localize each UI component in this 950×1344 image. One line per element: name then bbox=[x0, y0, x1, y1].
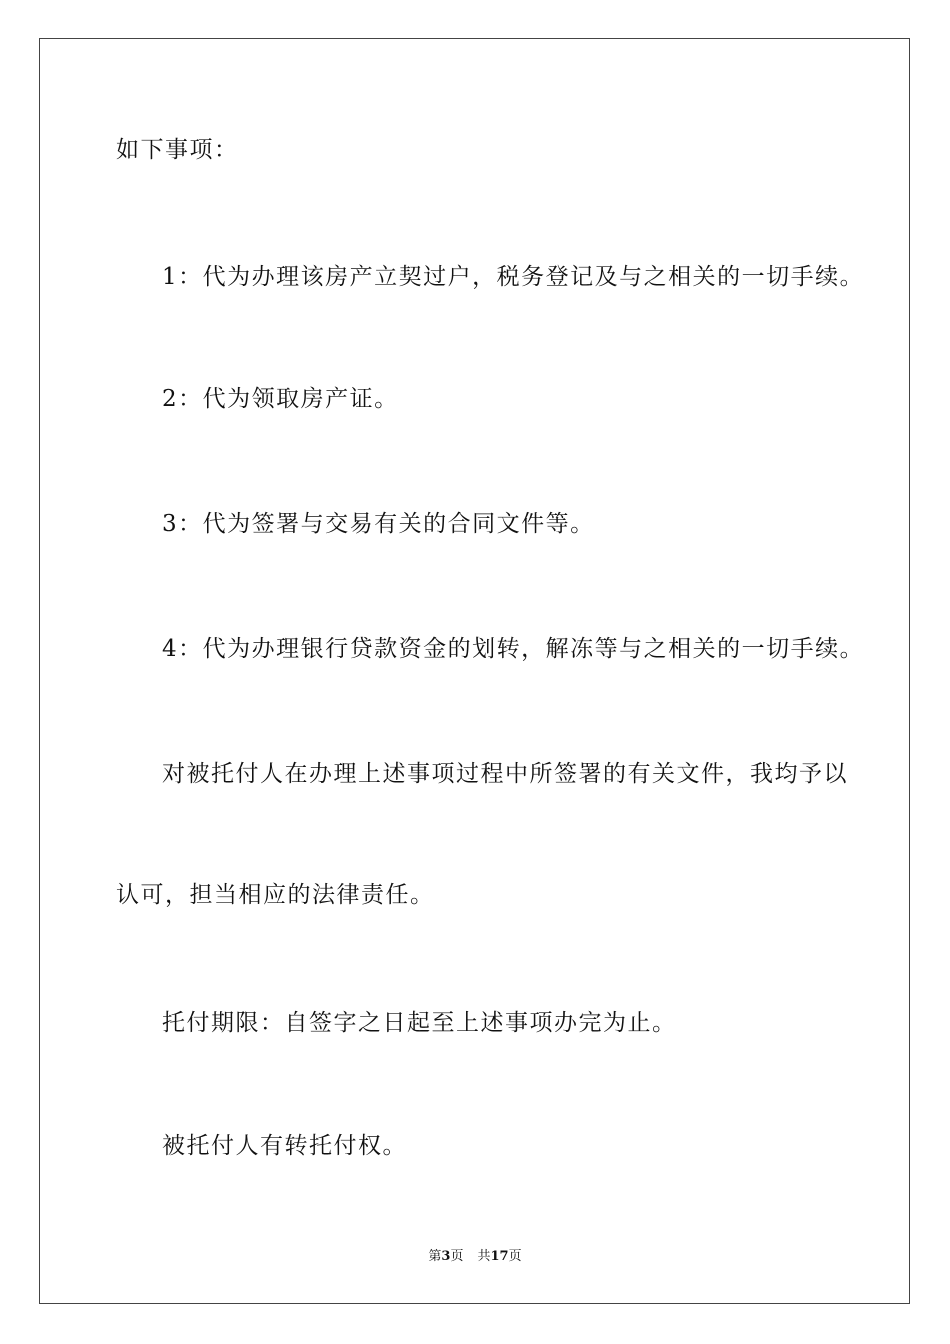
total-suffix: 页 bbox=[508, 1249, 522, 1264]
total-prefix: 共 bbox=[477, 1249, 491, 1264]
total-pages: 17 bbox=[490, 1249, 509, 1264]
page-border bbox=[39, 38, 910, 1304]
page-prefix: 第 bbox=[428, 1249, 442, 1264]
subdelegation-line: 被托付人有转托付权。 bbox=[162, 1133, 407, 1159]
term-line: 托付期限：自签字之日起至上述事项办完为止。 bbox=[162, 1010, 677, 1036]
item-3: 3：代为签署与交易有关的合同文件等。 bbox=[162, 511, 595, 537]
acknowledgement-line-1: 对被托付人在办理上述事项过程中所签署的有关文件，我均予以 bbox=[162, 761, 848, 787]
page-suffix: 页 bbox=[450, 1249, 464, 1264]
acknowledgement-line-2: 认可，担当相应的法律责任。 bbox=[116, 882, 435, 908]
page-number: 3 bbox=[441, 1249, 451, 1264]
item-2: 2：代为领取房产证。 bbox=[162, 386, 399, 412]
item-1: 1：代为办理该房产立契过户，税务登记及与之相关的一切手续。 bbox=[162, 264, 865, 290]
intro-line: 如下事项： bbox=[116, 137, 239, 163]
item-4: 4：代为办理银行贷款资金的划转，解冻等与之相关的一切手续。 bbox=[162, 636, 865, 662]
page-footer bbox=[0, 1248, 950, 1266]
